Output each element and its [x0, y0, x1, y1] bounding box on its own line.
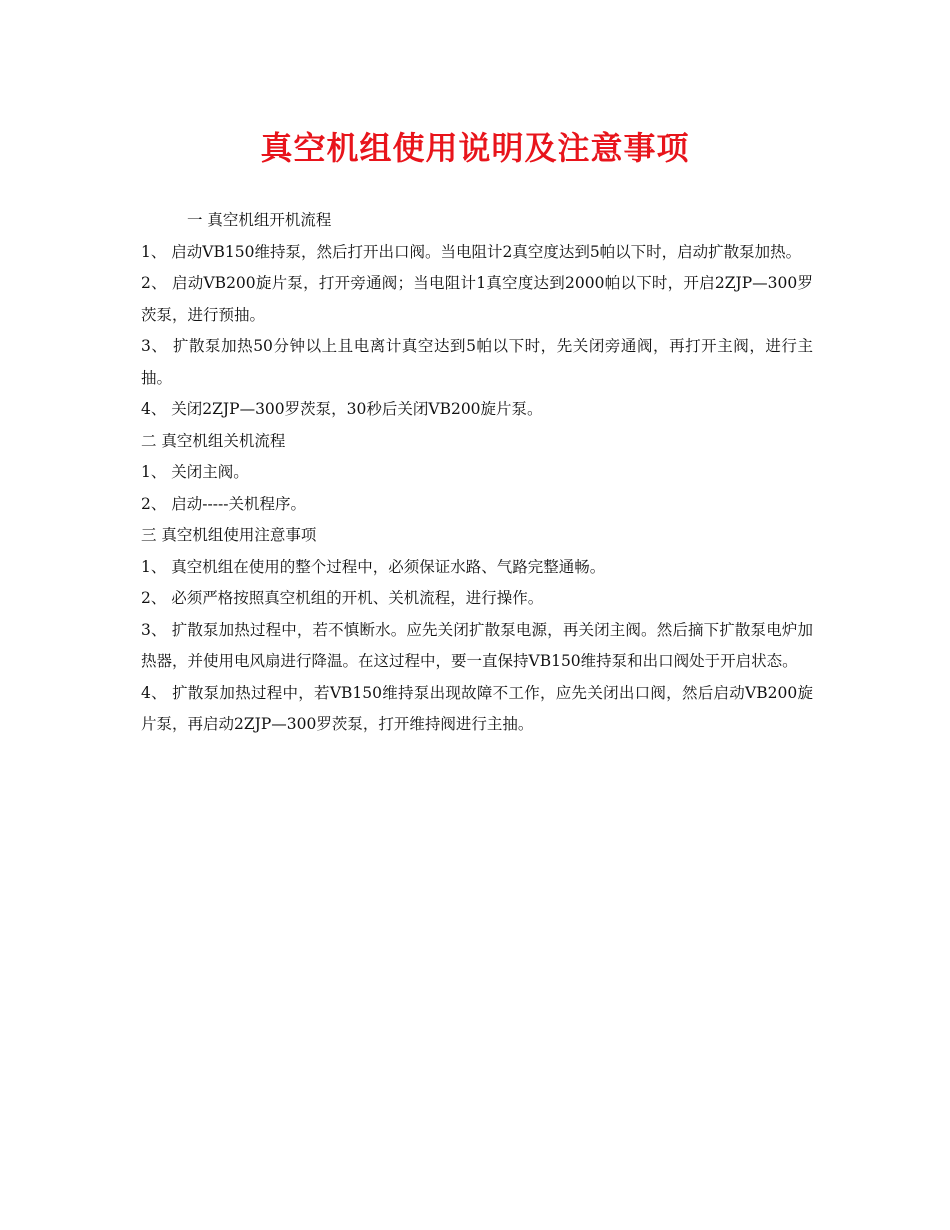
document-body	[141, 205, 813, 741]
precaution-2: 2、 必须严格按照真空机组的开机、关机流程，进行操作。	[141, 589, 544, 607]
startup-step-1: 1、 启动VB150维持泵，然后打开出口阀。当电阻计2真空度达到5帕以下时，启动扩散泵加热。	[141, 242, 802, 261]
section-heading-startup: 一 真空机组开机流程	[187, 211, 332, 229]
document-title: 真空机组使用说明及注意事项	[260, 129, 690, 167]
startup-step-2: 2、 启动VB200旋片泵，打开旁通阀；当电阻计1真空度达到2000帕以下时，开启2ZJP—300罗茨泵，进行预抽。	[141, 274, 813, 324]
section-heading-precautions: 三 真空机组使用注意事项	[141, 526, 317, 544]
startup-step-4: 4、 关闭2ZJP—300罗茨泵，30秒后关闭VB200旋片泵。	[141, 400, 543, 418]
precaution-3: 3、 扩散泵加热过程中，若不慎断水。应先关闭扩散泵电源，再关闭主阀。然后摘下扩散泵电炉加热器，并使用电风扇进行降温。在这过程中，要一直保持VB150维持泵和出口阀处于开启状态。	[141, 620, 813, 670]
section-heading-shutdown: 二 真空机组关机流程	[141, 431, 286, 450]
precaution-4: 4、 扩散泵加热过程中，若VB150维持泵出现故障不工作，应先关闭出口阀，然后启动VB200旋片泵，再启动2ZJP—300罗茨泵，打开维持阀进行主抽。	[141, 683, 813, 733]
precaution-1: 1、 真空机组在使用的整个过程中，必须保证水路、气路完整通畅。	[141, 557, 606, 576]
shutdown-step-2: 2、 启动-----关机程序。	[141, 494, 306, 513]
startup-step-3: 3、 扩散泵加热50分钟以上且电离计真空达到5帕以下时，先关闭旁通阀，再打开主阀，进行主抽。	[141, 337, 813, 387]
shutdown-step-1: 1、 关闭主阀。	[141, 463, 249, 481]
